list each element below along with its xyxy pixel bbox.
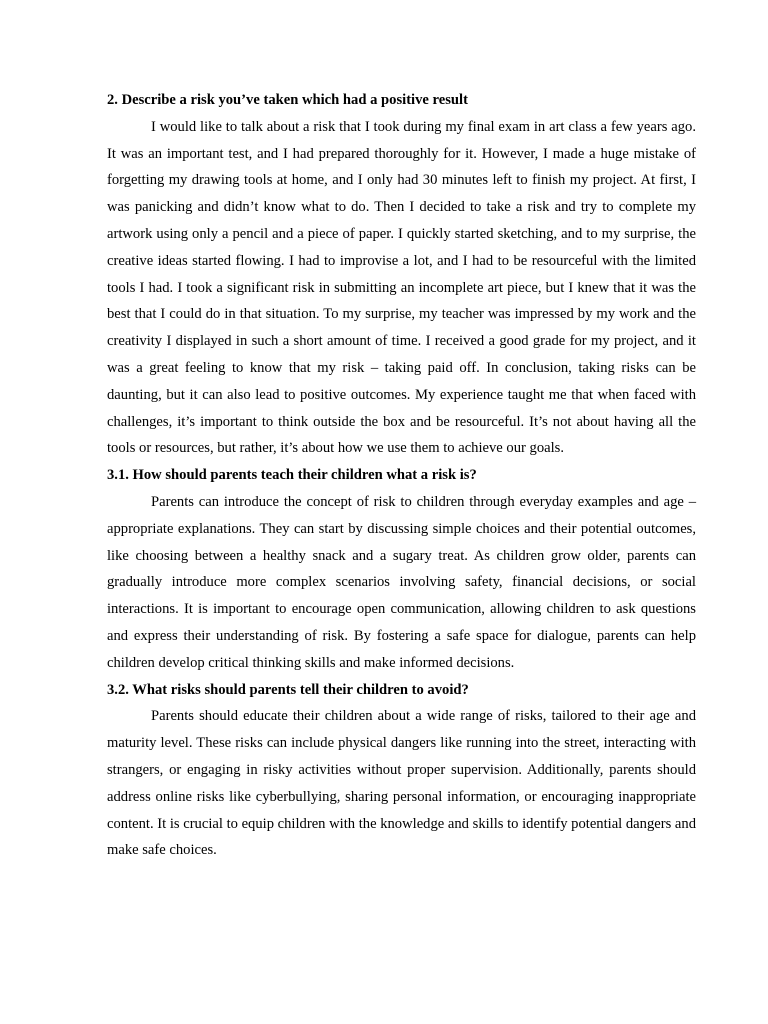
document-page	[107, 87, 696, 864]
section-heading-avoid-risks: 3.2. What risks should parents tell their children to avoid?	[107, 681, 469, 698]
section-paragraph-teach-risk: Parents can introduce the concept of risk to children through everyday examples and age – appropriate explanations. They can start by discussing simple choices and their potential outcomes, like choosing between a healthy snack and a sugary treat. As children grow older, parents can gradually introduce more complex scenarios involving safety, financial decisions, or social interactions. It is important to encourage open communication, allowing children to ask questions and express their understanding of risk. By fostering a safe space for dialogue, parents can help children develop critical thinking skills and make informed decisions.	[107, 493, 696, 671]
section-heading-teach-risk: 3.1. How should parents teach their children what a risk is?	[107, 467, 477, 484]
section-heading-risk-taken: 2. Describe a risk you’ve taken which had a positive result	[107, 92, 468, 108]
section-paragraph-avoid-risks: Parents should educate their children about a wide range of risks, tailored to their age and maturity level. These risks can include physical dangers like running into the street, interacting with strangers, or engaging in risky activities without proper supervision. Additionally, parents should address online risks like cyberbullying, sharing personal information, or encouraging inappropriate content. It is crucial to equip children with the knowledge and skills to identify potential dangers and make safe choices.	[107, 708, 696, 859]
section-paragraph-risk-taken: I would like to talk about a risk that I took during my final exam in art class a few years ago. It was an important test, and I had prepared thoroughly for it. However, I made a huge mistake of forgetting my drawing tools at home, and I only had 30 minutes left to finish my project. At first, I was panicking and didn’t know what to do. Then I decided to take a risk and try to complete my artwork using only a pencil and a piece of paper. I quickly started sketching, and to my surprise, the creative ideas started flowing. I had to improvise a lot, and I had to be resourceful with the limited tools I had. I took a significant risk in submitting an incomplete art piece, but I knew that it was the best that I could do in that situation. To my surprise, my teacher was impressed by my work and the creativity I displayed in such a short amount of time. I received a good grade for my project, and it was a great feeling to know that my risk – taking paid off. In conclusion, taking risks can be daunting, but it can also lead to positive outcomes. My experience taught me that when faced with challenges, it’s important to think outside the box and be resourceful. It’s not about having all the tools or resources, but rather, it’s about how we use them to achieve our goals.	[107, 118, 696, 457]
